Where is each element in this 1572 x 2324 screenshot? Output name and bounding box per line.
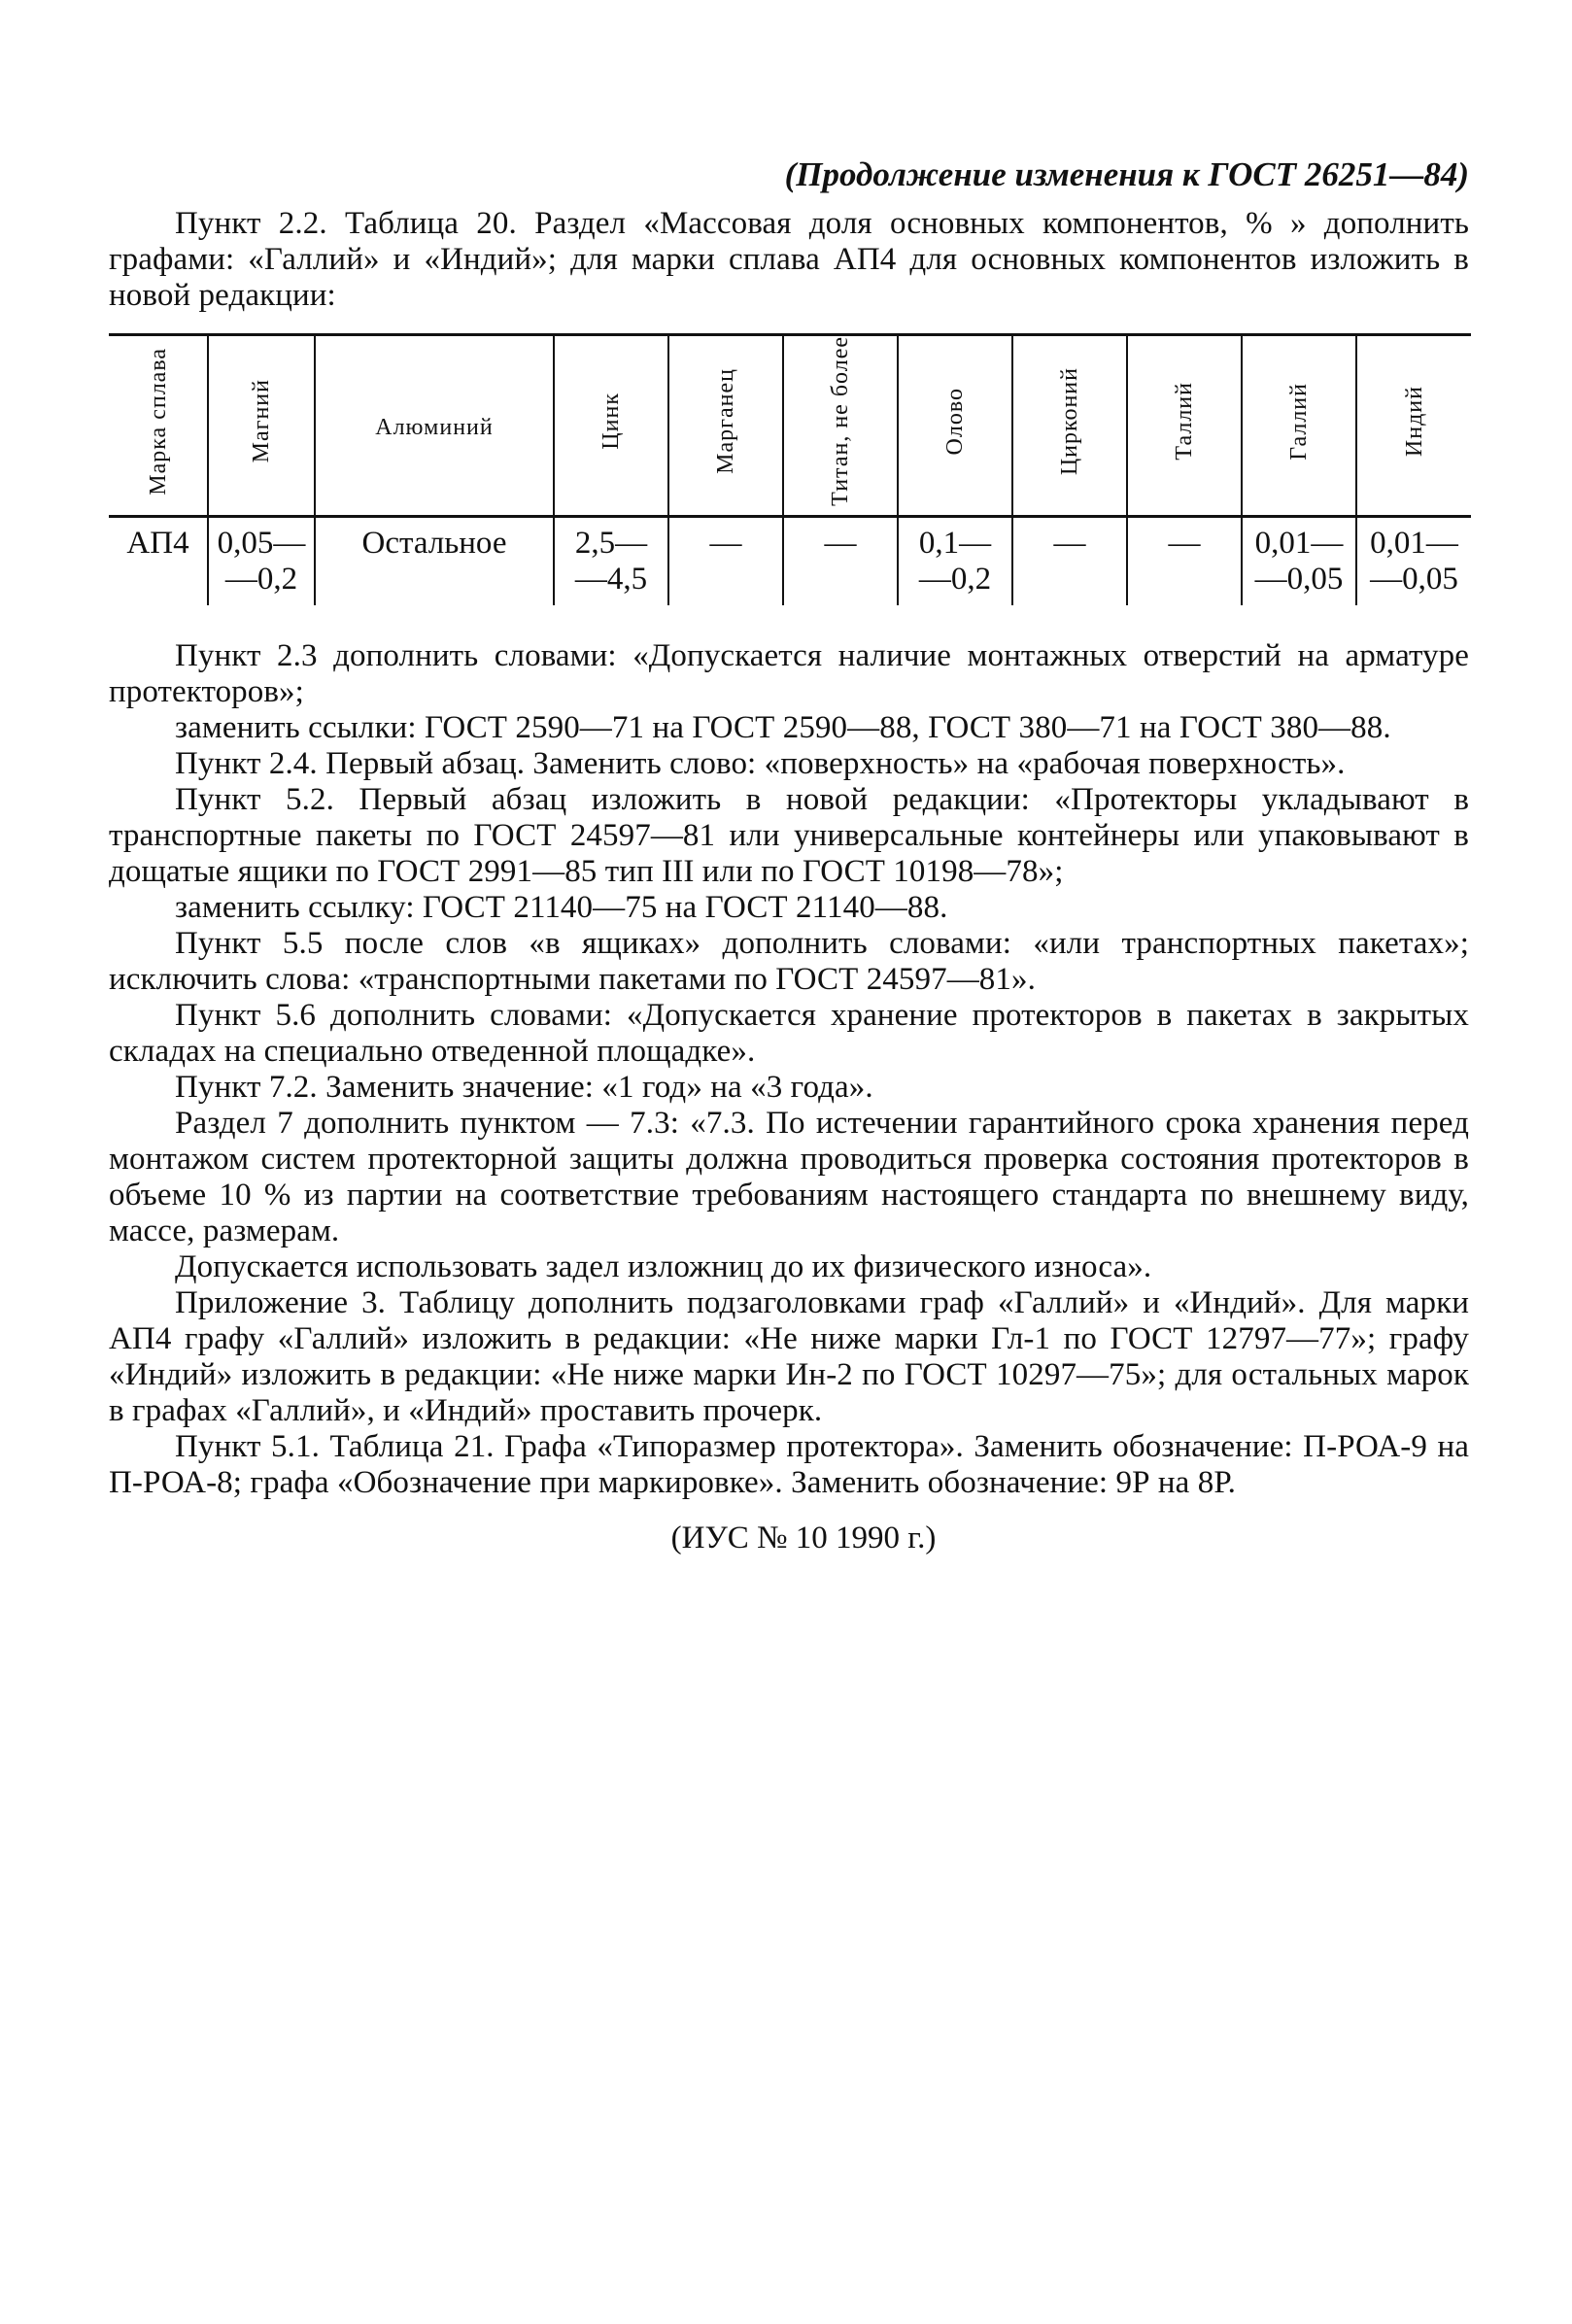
table-header-row xyxy=(109,335,1471,517)
table-cell: 0,1— —0,2 xyxy=(898,516,1012,605)
document-page xyxy=(109,154,1469,1556)
table-cell: 2,5— —4,5 xyxy=(554,516,668,605)
source-footer: (ИУС № 10 1990 г.) xyxy=(670,1520,937,1555)
header-cell: Алюминий xyxy=(315,335,554,517)
composition-table xyxy=(109,333,1471,605)
header-cell: Олово xyxy=(898,335,1012,517)
paragraph: Пункт 5.1. Таблица 21. Графа «Типоразмер протектора». Заменить обозначение: П-РОА-9 на П-РОА-8; графа «Обозначение при маркировке». Заменить обозначение: 9Р на 8Р. xyxy=(109,1428,1469,1500)
paragraph: Приложение 3. Таблицу дополнить подзаголовками граф «Галлий» и «Индий». Для марки АП4 графу «Галлий» изложить в редакции: «Не ниже марки Гл-1 по ГОСТ 12797—77»; графу «Индий» изложить в редакции: «Не ниже марки Ин-2 по ГОСТ 10297—75»; для остальных марок в графах «Галлий», и «Индий» проставить прочерк. xyxy=(109,1284,1469,1428)
paragraph: Пункт 5.2. Первый абзац изложить в новой редакции: «Протекторы укладывают в транспортные пакеты по ГОСТ 24597—81 или универсальные контейнеры или упаковывают в дощатые ящики по ГОСТ 2991—85 тип III или по ГОСТ 10198—78»; xyxy=(109,781,1469,889)
table-cell: 0,05— —0,2 xyxy=(208,516,315,605)
table-cell: 0,01— —0,05 xyxy=(1356,516,1471,605)
table-cell: — xyxy=(1012,516,1127,605)
paragraph: заменить ссылку: ГОСТ 21140—75 на ГОСТ 21140—88. xyxy=(175,889,948,925)
table-row xyxy=(109,516,1471,605)
intro-paragraph: Пункт 2.2. Таблица 20. Раздел «Массовая доля основных компонентов, % » дополнить графами: «Галлий» и «Индий»; для марки сплава АП4 для основных компонентов изложить в новой редакции: xyxy=(109,206,1469,313)
table-cell: 0,01— —0,05 xyxy=(1242,516,1356,605)
table-cell: — xyxy=(1127,516,1242,605)
header-cell: Магний xyxy=(208,335,315,517)
header-cell: Индий xyxy=(1356,335,1471,517)
table-cell: АП4 xyxy=(126,525,189,561)
header-cell: Таллий xyxy=(1127,335,1242,517)
paragraph: Пункт 2.3 дополнить словами: «Допускается наличие монтажных отверстий на арматуре протекторов»; xyxy=(109,637,1469,709)
paragraph: заменить ссылки: ГОСТ 2590—71 на ГОСТ 2590—88, ГОСТ 380—71 на ГОСТ 380—88. xyxy=(175,709,1391,745)
header-cell: Марка сплава xyxy=(145,347,171,496)
continuation-header: (Продолжение изменения к ГОСТ 26251—84) xyxy=(784,155,1469,193)
paragraph: Раздел 7 дополнить пунктом — 7.3: «7.3. По истечении гарантийного срока хранения перед монтажом систем протекторной защиты должна проводиться проверка состояния протекторов в объеме 10 % из партии на соответствие требованиям настоящего стандарта по внешнему виду, массе, размерам. xyxy=(109,1105,1469,1248)
table-cell: — xyxy=(668,516,783,605)
header-cell: Титан, не более xyxy=(783,335,898,517)
paragraph: Пункт 5.6 дополнить словами: «Допускается хранение протекторов в пакетах в закрытых складах на специально отведенной площадке». xyxy=(109,997,1469,1069)
paragraph: Пункт 5.5 после слов «в ящиках» дополнить словами: «или транспортных пакетах»; исключить слова: «транспортными пакетами по ГОСТ 24597—81». xyxy=(109,925,1469,997)
paragraph: Пункт 2.4. Первый абзац. Заменить слово: «поверхность» на «рабочая поверхность». xyxy=(175,745,1346,781)
header-cell: Цинк xyxy=(554,335,668,517)
header-cell: Галлий xyxy=(1242,335,1356,517)
header-cell: Марганец xyxy=(668,335,783,517)
paragraph: Допускается использовать задел изложниц до их физического износа». xyxy=(175,1248,1152,1284)
paragraph: Пункт 7.2. Заменить значение: «1 год» на «3 года». xyxy=(175,1069,873,1105)
header-cell: Цирконий xyxy=(1012,335,1127,517)
table-cell: Остальное xyxy=(315,516,554,605)
table-cell: — xyxy=(783,516,898,605)
